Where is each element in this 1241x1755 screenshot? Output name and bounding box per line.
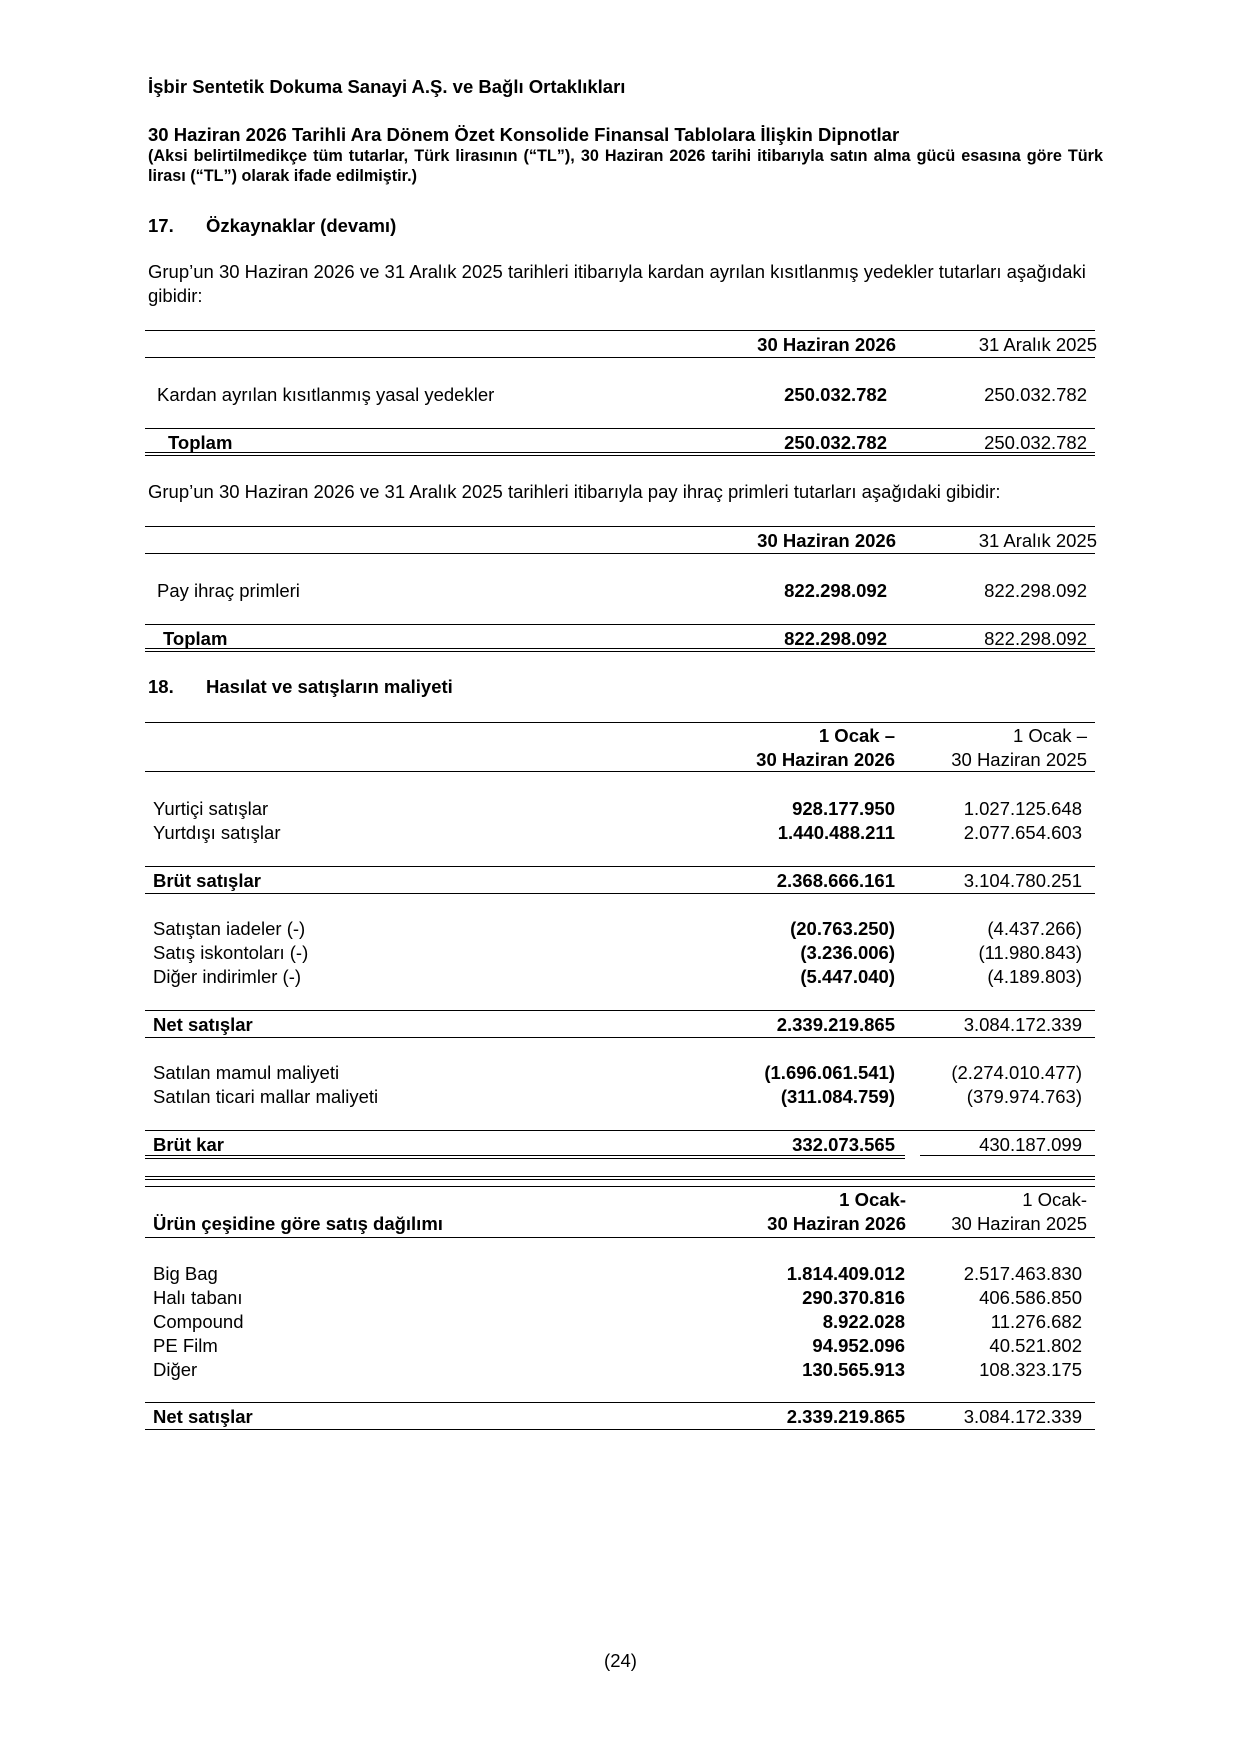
column-header-line-2: 30 Haziran 2025 [951,749,1087,770]
subtotal-value-2025: 3.104.780.251 [963,870,1082,891]
column-header-2026 [756,724,895,772]
table-rule [145,1186,1095,1187]
section-17-paragraph-1: Grup’un 30 Haziran 2026 ve 31 Aralık 2025 tarihleri itibarıyla kardan ayrılan kısıtlanmış yedekler tutarları aşağıdaki gibidir: [148,261,1086,306]
gross-profit-value-2026: 332.073.565 [792,1134,895,1155]
row-label: Compound [153,1311,244,1332]
column-header-2025: 31 Aralık 2025 [978,334,1097,355]
row-value-2026: 250.032.782 [784,384,887,405]
column-header-2026: 30 Haziran 2026 [757,530,896,551]
row-value-2026: 1.440.488.211 [777,822,895,843]
row-value-2025: 406.586.850 [979,1287,1082,1308]
row-label: Diğer indirimler (-) [153,966,302,987]
table-rule [920,1155,1095,1156]
table-double-rule [145,1176,1095,1180]
table-rule [145,624,1095,625]
subtotal-label: Brüt satışlar [153,870,261,891]
row-label: Yurtiçi satışlar [153,798,269,819]
row-label: Satış iskontoları (-) [153,942,309,963]
total-value-2025: 822.298.092 [984,628,1087,649]
row-value-2025: 1.027.125.648 [963,798,1082,819]
row-value-2025: 11.276.682 [990,1311,1082,1332]
column-header-line-1: 1 Ocak – [1012,725,1087,746]
row-value-2026: 1.814.409.012 [786,1263,905,1284]
row-value-2025: 2.517.463.830 [963,1263,1082,1284]
row-value-2026: 130.565.913 [802,1359,905,1380]
section-number: 17. [148,215,174,236]
row-value-2025: 822.298.092 [984,580,1087,601]
row-value-2025: (4.189.803) [987,966,1082,987]
subtotal-value-2026: 2.339.219.865 [776,1014,895,1035]
table-rule [145,866,1095,867]
total-value-2025: 3.084.172.339 [963,1406,1082,1427]
table-double-rule [145,1155,905,1159]
total-value-2026: 2.339.219.865 [786,1406,905,1427]
gross-profit-value-2025: 430.187.099 [979,1134,1082,1155]
column-header-line-2: 30 Haziran 2026 [756,749,895,770]
row-value-2026: 290.370.816 [802,1287,905,1308]
row-label: Yurtdışı satışlar [153,822,281,843]
row-value-2025: 40.521.802 [989,1335,1082,1356]
table-rule [145,526,1095,527]
column-header-2025 [951,1188,1087,1236]
row-value-2026: (20.763.250) [790,918,895,939]
total-label: Net satışlar [153,1406,253,1427]
table-double-rule [145,452,1095,456]
row-label: Big Bag [153,1263,218,1284]
row-value-2025: 108.323.175 [979,1359,1082,1380]
total-value-2025: 250.032.782 [984,432,1087,453]
row-value-2026: 928.177.950 [792,798,895,819]
table-rule [145,1429,1095,1430]
subtotal-label: Net satışlar [153,1014,253,1035]
row-label: Kardan ayrılan kısıtlanmış yasal yedekler [157,384,495,405]
row-label: PE Film [153,1335,218,1356]
table-rule [145,771,1095,772]
row-value-2026: (3.236.006) [800,942,895,963]
page-number: (24) [604,1650,637,1671]
column-header-line-1: 1 Ocak- [839,1189,906,1210]
row-label: Halı tabanı [153,1287,243,1308]
section-title: Hasılat ve satışların maliyeti [206,676,453,697]
row-value-2025: (11.980.843) [978,942,1082,963]
section-number: 18. [148,676,174,697]
row-value-2025: (4.437.266) [987,918,1082,939]
row-label: Satılan ticari mallar maliyeti [153,1086,379,1107]
column-header-line-2: 30 Haziran 2025 [951,1213,1087,1234]
table-rule [145,553,1095,554]
row-label: Satıştan iadeler (-) [153,918,306,939]
section-18-heading [148,676,453,698]
table-rule [145,1037,1095,1038]
column-header-2026: 30 Haziran 2026 [757,334,896,355]
column-header-2025 [951,724,1087,772]
row-value-2026: 822.298.092 [784,580,887,601]
column-header-2025: 31 Aralık 2025 [978,530,1097,551]
row-label: Pay ihraç primleri [157,580,300,601]
total-value-2026: 822.298.092 [784,628,887,649]
section-17-heading [148,215,396,237]
section-17-paragraph-2: Grup’un 30 Haziran 2026 ve 31 Aralık 2025 tarihleri itibarıyla pay ihraç primleri tutarları aşağıdaki gibidir: [148,481,1001,502]
table-rule [145,428,1095,429]
table-rule [145,330,1095,331]
table-rule [145,1237,1095,1238]
table-heading: Ürün çeşidine göre satış dağılımı [153,1213,443,1234]
table-rule [145,1402,1095,1403]
table-double-rule [145,648,1095,652]
table-rule [145,1010,1095,1011]
table-rule [145,357,1095,358]
total-value-2026: 250.032.782 [784,432,887,453]
total-label: Toplam [168,432,233,453]
document-title: 30 Haziran 2026 Tarihli Ara Dönem Özet Konsolide Finansal Tablolara İlişkin Dipnotlar [148,124,900,145]
row-value-2026: (1.696.061.541) [764,1062,895,1083]
row-value-2025: (2.274.010.477) [951,1062,1082,1083]
total-label: Toplam [163,628,228,649]
column-header-line-1: 1 Ocak – [818,725,895,746]
subtotal-value-2025: 3.084.172.339 [963,1014,1082,1035]
column-header-2026 [767,1188,906,1236]
section-title: Özkaynaklar (devamı) [206,215,397,236]
gross-profit-label: Brüt kar [153,1134,224,1155]
table-rule [145,722,1095,723]
row-value-2026: 8.922.028 [822,1311,905,1332]
row-value-2026: (5.447.040) [800,966,895,987]
column-header-line-2: 30 Haziran 2026 [767,1213,906,1234]
table-rule [145,893,1095,894]
row-value-2026: (311.084.759) [780,1086,895,1107]
row-label: Satılan mamul maliyeti [153,1062,340,1083]
row-value-2025: 250.032.782 [984,384,1087,405]
row-label: Diğer [153,1359,198,1380]
company-name: İşbir Sentetik Dokuma Sanayi A.Ş. ve Bağlı Ortaklıkları [148,76,626,97]
row-value-2025: 2.077.654.603 [963,822,1082,843]
row-value-2026: 94.952.096 [812,1335,905,1356]
row-value-2025: (379.974.763) [966,1086,1082,1107]
currency-note: (Aksi belirtilmedikçe tüm tutarlar, Türk lirasının (“TL”), 30 Haziran 2026 tarihi itibarıyla satın alma gücü esasına göre Türk lirası (“TL”) olarak ifade edilmiştir.) [148,147,1103,185]
table-rule [145,1130,1095,1131]
subtotal-value-2026: 2.368.666.161 [776,870,895,891]
column-header-line-1: 1 Ocak- [1022,1189,1087,1210]
